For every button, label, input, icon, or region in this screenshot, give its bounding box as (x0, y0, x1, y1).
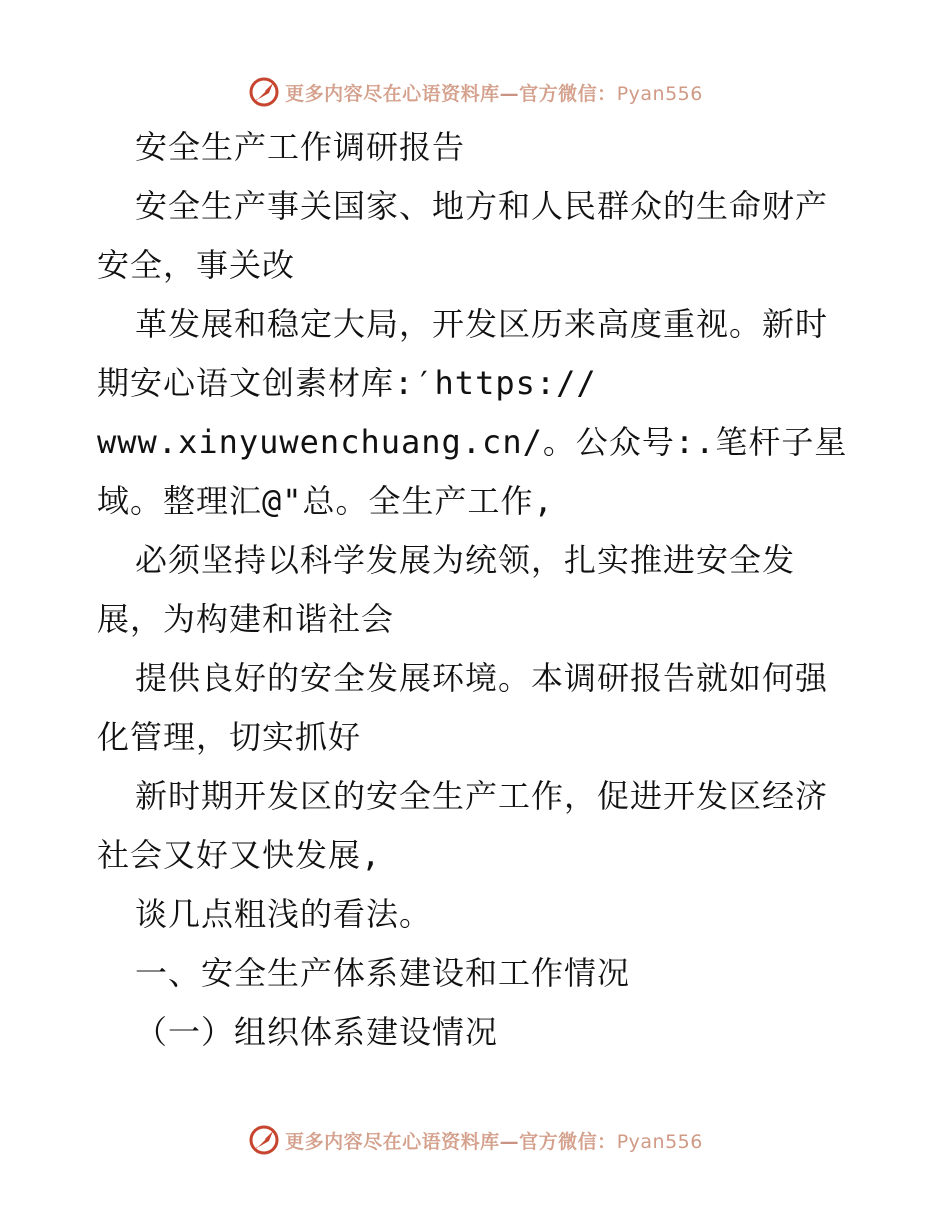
document-title: 安全生产工作调研报告 (135, 128, 466, 166)
quill-logo-icon (247, 1123, 281, 1157)
paragraph-line: www.xinyuwenchuang.cn/。公众号:.笔杆子星 (97, 423, 848, 461)
paragraph-line: 革发展和稳定大局，开发区历来高度重视。新时 (135, 305, 829, 343)
paragraph-line: 新时期开发区的安全生产工作，促进开发区经济 (135, 777, 829, 815)
paragraph-line: 期安心语文创素材库:′https:// (97, 364, 597, 402)
paragraph-line: 提供良好的安全发展环境。本调研报告就如何强 (135, 659, 829, 697)
footer-watermark-banner (0, 1120, 950, 1160)
paragraph-line: 化管理，切实抓好 (97, 718, 362, 756)
subsection-heading: （一）组织体系建设情况 (135, 1013, 499, 1051)
paragraph-line: 安全生产事关国家、地方和人民群众的生命财产 (135, 187, 829, 225)
watermark-text: 更多内容尽在心语资料库—官方微信：Pyan556 (285, 82, 703, 105)
paragraph-line: 谈几点粗浅的看法。 (135, 895, 433, 933)
paragraph-line: 安全，事关改 (97, 246, 296, 284)
paragraph-line: 必须坚持以科学发展为统领，扎实推进安全发 (135, 541, 796, 579)
document-body (97, 118, 867, 1062)
quill-logo-icon (247, 75, 281, 109)
section-heading: 一、安全生产体系建设和工作情况 (135, 954, 631, 992)
paragraph-line: 域。整理汇@"总。全生产工作, (97, 482, 554, 520)
paragraph-line: 社会又好又快发展, (97, 836, 382, 874)
watermark-text: 更多内容尽在心语资料库—官方微信：Pyan556 (285, 1130, 703, 1153)
header-watermark-banner (0, 72, 950, 112)
paragraph-line: 展，为构建和谐社会 (97, 600, 395, 638)
